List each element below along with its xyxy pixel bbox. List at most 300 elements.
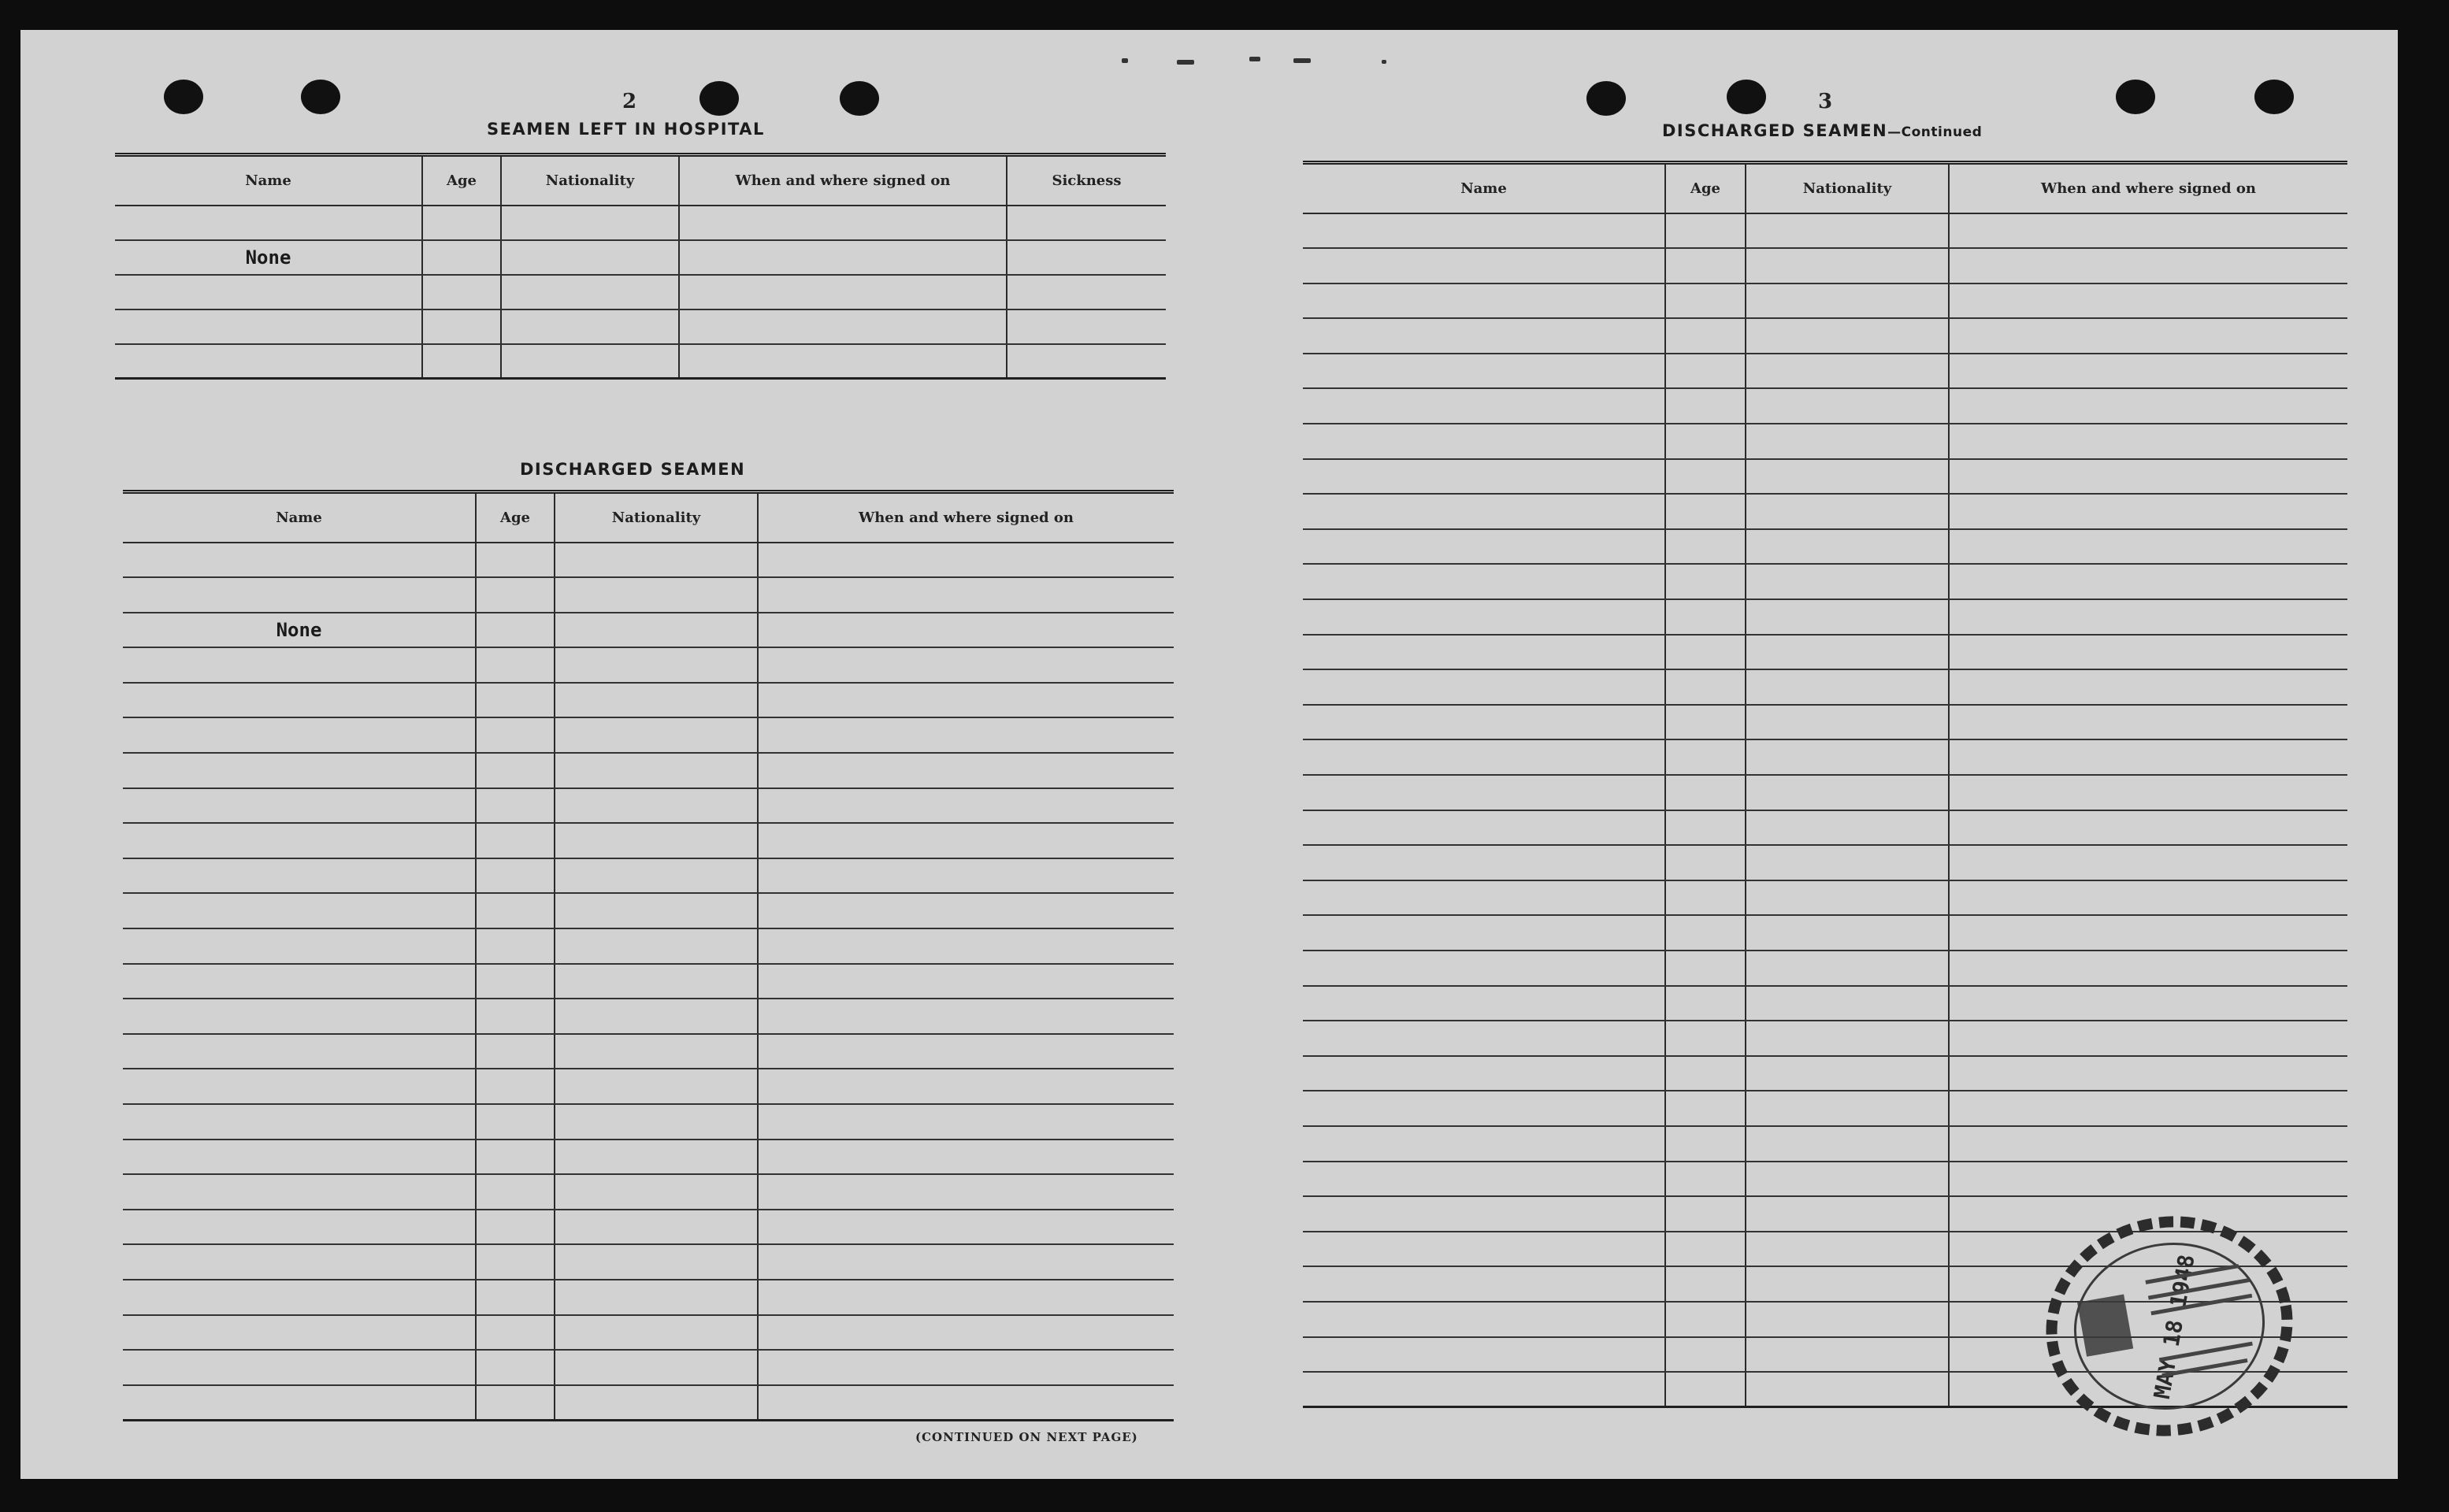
table-cell — [555, 1350, 758, 1385]
punch-hole — [164, 80, 203, 114]
table-cell — [476, 647, 555, 683]
stamp-date: MAY 18 1948 — [2148, 1252, 2200, 1401]
table-cell — [758, 964, 1174, 999]
punch-hole — [301, 80, 340, 114]
table-row — [115, 206, 1166, 240]
table-row — [123, 1385, 1174, 1421]
table-cell — [758, 1210, 1174, 1245]
table-cell — [476, 964, 555, 999]
table-cell — [1303, 705, 1665, 740]
table-cell — [1665, 1337, 1746, 1373]
column-header-signed-on: When and where signed on — [758, 492, 1174, 543]
table-cell — [1746, 1091, 1949, 1126]
table-cell — [1665, 1091, 1746, 1126]
column-header-nationality: Nationality — [501, 155, 679, 206]
table-cell — [1746, 284, 1949, 319]
table-cell — [758, 788, 1174, 824]
table-cell — [555, 964, 758, 999]
table-row — [123, 753, 1174, 788]
table-cell — [1949, 494, 2347, 529]
table-cell — [1303, 213, 1665, 249]
table-row — [123, 1350, 1174, 1385]
punch-hole — [1586, 81, 1626, 116]
table-cell — [1303, 284, 1665, 319]
table-cell — [123, 683, 476, 718]
punch-hole — [2116, 80, 2155, 114]
table-row — [123, 893, 1174, 928]
table-cell — [1665, 1302, 1746, 1337]
table-cell — [1746, 1056, 1949, 1091]
table-cell — [123, 717, 476, 753]
table-cell — [476, 928, 555, 964]
table-cell — [555, 543, 758, 578]
table-cell — [1746, 669, 1949, 705]
table-cell — [758, 1069, 1174, 1104]
table-cell — [758, 1104, 1174, 1140]
table-cell — [476, 613, 555, 648]
table-cell — [1665, 1021, 1746, 1056]
table-cell — [123, 1210, 476, 1245]
ink-speck — [1249, 57, 1260, 61]
table-cell — [1746, 915, 1949, 951]
table-cell — [758, 1034, 1174, 1069]
table-cell — [123, 964, 476, 999]
table-cell — [123, 858, 476, 894]
table-cell — [476, 858, 555, 894]
table-cell — [1949, 739, 2347, 775]
table-cell — [1949, 564, 2347, 599]
table-cell — [123, 577, 476, 613]
table-row — [1303, 564, 2347, 599]
ink-speck — [1122, 58, 1128, 63]
column-header-name: Name — [115, 155, 422, 206]
none-entry: None — [115, 240, 422, 275]
table-cell — [1665, 1372, 1746, 1407]
table-cell — [1665, 1056, 1746, 1091]
table-row — [1303, 248, 2347, 284]
table-row — [1303, 529, 2347, 565]
table-row — [1303, 810, 2347, 846]
table-cell — [1665, 1162, 1746, 1197]
table-cell — [1949, 705, 2347, 740]
table-row — [123, 858, 1174, 894]
table-cell — [1665, 564, 1746, 599]
table-row — [1303, 599, 2347, 635]
table-cell — [1303, 1302, 1665, 1337]
continued-note: (CONTINUED ON NEXT PAGE) — [915, 1430, 1138, 1444]
table-row — [123, 1034, 1174, 1069]
table-cell — [476, 1280, 555, 1315]
punch-hole — [1727, 80, 1766, 114]
table-cell — [1303, 1021, 1665, 1056]
table-cell — [555, 788, 758, 824]
table-cell — [123, 823, 476, 858]
ink-speck — [1382, 60, 1386, 64]
table-row — [123, 1104, 1174, 1140]
ink-speck — [1177, 60, 1194, 65]
table-row — [115, 309, 1166, 344]
table-row — [123, 1210, 1174, 1245]
table-cell — [758, 893, 1174, 928]
table-cell — [123, 1069, 476, 1104]
table-cell — [1303, 810, 1665, 846]
table-row — [123, 1244, 1174, 1280]
table-cell — [123, 1174, 476, 1210]
table-row — [123, 717, 1174, 753]
table-cell — [476, 1244, 555, 1280]
table-row — [1303, 1056, 2347, 1091]
table-cell — [476, 753, 555, 788]
table-cell — [1746, 248, 1949, 284]
column-header-name: Name — [1303, 163, 1665, 213]
table-cell — [555, 647, 758, 683]
table-cell — [555, 858, 758, 894]
table-row — [1303, 213, 2347, 249]
table-cell — [123, 1140, 476, 1175]
table-cell — [1949, 635, 2347, 670]
table-cell — [1665, 494, 1746, 529]
table-cell — [1746, 494, 1949, 529]
table-cell — [1746, 529, 1949, 565]
table-cell — [1746, 1266, 1949, 1302]
ink-speck — [1293, 58, 1311, 63]
punch-hole — [840, 81, 879, 116]
table-cell — [1665, 669, 1746, 705]
none-entry: None — [123, 613, 476, 648]
table-cell — [1949, 354, 2347, 389]
table-cell — [1303, 739, 1665, 775]
table-cell — [1949, 669, 2347, 705]
table-cell — [758, 1350, 1174, 1385]
table-cell — [1746, 1337, 1949, 1373]
table-cell — [1303, 951, 1665, 986]
table-cell — [758, 999, 1174, 1034]
table-cell — [1665, 986, 1746, 1021]
table-cell — [123, 1385, 476, 1421]
table-cell — [1746, 1126, 1949, 1162]
discharged-continued-title — [1662, 121, 1982, 140]
table-cell — [758, 928, 1174, 964]
table-cell — [1665, 951, 1746, 986]
table-row — [1303, 775, 2347, 810]
table-row — [1303, 494, 2347, 529]
table-row — [1303, 951, 2347, 986]
table-cell — [555, 1315, 758, 1351]
table-row — [123, 613, 1174, 648]
column-header-name: Name — [123, 492, 476, 543]
table-cell — [476, 1385, 555, 1421]
table-cell — [1746, 986, 1949, 1021]
table-cell — [1303, 1056, 1665, 1091]
table-cell — [1949, 424, 2347, 459]
table-row — [123, 683, 1174, 718]
table-cell — [1303, 1091, 1665, 1126]
table-cell — [1746, 775, 1949, 810]
table-cell — [1303, 986, 1665, 1021]
table-row — [115, 344, 1166, 379]
table-cell — [1303, 1196, 1665, 1232]
table-cell — [1303, 775, 1665, 810]
table-cell — [476, 823, 555, 858]
table-cell — [1949, 1056, 2347, 1091]
table-cell — [1949, 915, 2347, 951]
table-cell — [1746, 880, 1949, 916]
table-cell — [1949, 1126, 2347, 1162]
table-cell — [1746, 635, 1949, 670]
table-cell — [1949, 986, 2347, 1021]
table-cell — [1665, 284, 1746, 319]
table-cell — [758, 858, 1174, 894]
table-cell — [555, 577, 758, 613]
table-cell — [555, 1385, 758, 1421]
table-cell — [1746, 810, 1949, 846]
table-cell — [1665, 388, 1746, 424]
table-cell — [123, 647, 476, 683]
page-number: 3 — [1818, 90, 1833, 113]
table-cell — [758, 1280, 1174, 1315]
table-cell — [1665, 529, 1746, 565]
table-cell — [1665, 810, 1746, 846]
column-header-nationality: Nationality — [555, 492, 758, 543]
table-cell — [758, 1174, 1174, 1210]
table-cell — [123, 999, 476, 1034]
table-cell — [758, 613, 1174, 648]
table-cell — [1949, 1091, 2347, 1126]
table-cell — [1665, 459, 1746, 495]
table-cell — [555, 1280, 758, 1315]
table-cell — [1303, 599, 1665, 635]
table-cell — [1746, 564, 1949, 599]
hospital-table — [115, 153, 1166, 380]
table-cell — [1303, 388, 1665, 424]
table-cell — [476, 788, 555, 824]
table-row — [1303, 986, 2347, 1021]
table-cell — [1949, 810, 2347, 846]
table-cell — [758, 1315, 1174, 1351]
table-cell — [758, 1385, 1174, 1421]
table-cell — [1665, 424, 1746, 459]
table-cell — [1746, 845, 1949, 880]
table-cell — [476, 1350, 555, 1385]
table-cell — [758, 717, 1174, 753]
table-cell — [1665, 1266, 1746, 1302]
table-cell — [555, 928, 758, 964]
table-cell — [123, 543, 476, 578]
table-row — [123, 788, 1174, 824]
table-cell — [1303, 354, 1665, 389]
table-row — [1303, 284, 2347, 319]
table-cell — [1746, 1302, 1949, 1337]
table-cell — [1665, 775, 1746, 810]
table-cell — [476, 1210, 555, 1245]
table-row — [1303, 739, 2347, 775]
table-cell — [555, 1244, 758, 1280]
table-cell — [123, 1280, 476, 1315]
table-row — [123, 647, 1174, 683]
table-cell — [1949, 951, 2347, 986]
table-cell — [1665, 213, 1746, 249]
table-cell — [1303, 494, 1665, 529]
table-cell — [1949, 459, 2347, 495]
table-cell — [1303, 459, 1665, 495]
table-cell — [1746, 424, 1949, 459]
table-cell — [1303, 915, 1665, 951]
table-row — [1303, 354, 2347, 389]
table-cell — [1949, 845, 2347, 880]
table-cell — [555, 999, 758, 1034]
table-row — [123, 1069, 1174, 1104]
table-cell — [1746, 388, 1949, 424]
table-cell — [758, 683, 1174, 718]
punch-hole — [699, 81, 739, 116]
table-row — [123, 543, 1174, 578]
table-cell — [1665, 248, 1746, 284]
table-cell — [123, 1104, 476, 1140]
table-row — [1303, 1091, 2347, 1126]
table-cell — [1665, 354, 1746, 389]
table-cell — [555, 683, 758, 718]
table-row — [123, 928, 1174, 964]
table-cell — [1949, 284, 2347, 319]
table-row — [123, 1174, 1174, 1210]
table-cell — [123, 788, 476, 824]
table-cell — [123, 1350, 476, 1385]
table-cell — [476, 1140, 555, 1175]
table-cell — [1949, 1021, 2347, 1056]
table-cell — [1746, 459, 1949, 495]
title-main: DISCHARGED SEAMEN — [1662, 121, 1888, 140]
table-row — [1303, 459, 2347, 495]
table-cell — [1746, 739, 1949, 775]
table-cell — [476, 717, 555, 753]
table-row — [123, 999, 1174, 1034]
table-cell — [1303, 1162, 1665, 1197]
table-cell — [1303, 1126, 1665, 1162]
table-cell — [555, 823, 758, 858]
table-cell — [1746, 1232, 1949, 1267]
table-cell — [1949, 213, 2347, 249]
table-cell — [1746, 1021, 1949, 1056]
table-cell — [758, 823, 1174, 858]
column-header-nationality: Nationality — [1746, 163, 1949, 213]
column-header-age: Age — [476, 492, 555, 543]
table-cell — [1303, 1232, 1665, 1267]
table-cell — [123, 753, 476, 788]
table-cell — [1746, 951, 1949, 986]
table-row — [123, 964, 1174, 999]
table-cell — [1665, 599, 1746, 635]
table-cell — [123, 1034, 476, 1069]
table-cell — [476, 893, 555, 928]
table-row — [115, 240, 1166, 275]
table-cell — [1303, 635, 1665, 670]
table-row — [1303, 880, 2347, 916]
table-cell — [555, 613, 758, 648]
table-row — [123, 823, 1174, 858]
table-cell — [1949, 775, 2347, 810]
table-cell — [1303, 318, 1665, 354]
table-cell — [1746, 1372, 1949, 1407]
table-cell — [1665, 318, 1746, 354]
table-cell — [758, 577, 1174, 613]
column-header-age: Age — [1665, 163, 1746, 213]
table-cell — [1949, 248, 2347, 284]
table-cell — [1949, 1162, 2347, 1197]
column-header-signed-on: When and where signed on — [679, 155, 1007, 206]
table-cell — [1303, 669, 1665, 705]
table-cell — [1665, 915, 1746, 951]
table-cell — [555, 893, 758, 928]
column-header-age: Age — [422, 155, 501, 206]
table-cell — [476, 1315, 555, 1351]
table-row — [1303, 388, 2347, 424]
table-row — [1303, 915, 2347, 951]
table-cell — [758, 1140, 1174, 1175]
table-cell — [1665, 845, 1746, 880]
table-cell — [555, 1069, 758, 1104]
table-cell — [1303, 564, 1665, 599]
table-cell — [1303, 1337, 1665, 1373]
table-cell — [758, 543, 1174, 578]
table-cell — [1665, 880, 1746, 916]
table-row — [123, 1315, 1174, 1351]
table-cell — [758, 647, 1174, 683]
table-cell — [123, 928, 476, 964]
hospital-section-title: SEAMEN LEFT IN HOSPITAL — [487, 120, 765, 139]
table-row — [1303, 424, 2347, 459]
table-cell — [555, 753, 758, 788]
table-row — [1303, 635, 2347, 670]
table-cell — [1665, 1232, 1746, 1267]
postmark-stamp — [2020, 1192, 2319, 1460]
table-cell — [1303, 1372, 1665, 1407]
table-cell — [555, 1210, 758, 1245]
table-cell — [1303, 1266, 1665, 1302]
table-row — [123, 1280, 1174, 1315]
table-row — [1303, 705, 2347, 740]
table-cell — [476, 577, 555, 613]
table-cell — [123, 893, 476, 928]
table-cell — [555, 1174, 758, 1210]
table-cell — [555, 1140, 758, 1175]
table-cell — [476, 1069, 555, 1104]
table-row — [1303, 1126, 2347, 1162]
table-cell — [1949, 318, 2347, 354]
table-cell — [1746, 213, 1949, 249]
table-cell — [555, 1104, 758, 1140]
table-cell — [476, 1034, 555, 1069]
table-cell — [1303, 424, 1665, 459]
document-sheet — [20, 30, 2398, 1479]
table-cell — [1665, 739, 1746, 775]
table-cell — [1303, 845, 1665, 880]
page-number: 2 — [622, 90, 637, 113]
table-cell — [1746, 599, 1949, 635]
table-cell — [1303, 529, 1665, 565]
table-cell — [1303, 880, 1665, 916]
column-header-signed-on: When and where signed on — [1949, 163, 2347, 213]
table-cell — [1949, 599, 2347, 635]
table-cell — [758, 753, 1174, 788]
discharged-table — [123, 490, 1174, 1421]
punch-hole — [2254, 80, 2294, 114]
table-cell — [476, 543, 555, 578]
table-cell — [123, 1244, 476, 1280]
table-cell — [1665, 635, 1746, 670]
table-row — [1303, 318, 2347, 354]
discharged-section-title: DISCHARGED SEAMEN — [520, 460, 746, 479]
table-cell — [1746, 705, 1949, 740]
